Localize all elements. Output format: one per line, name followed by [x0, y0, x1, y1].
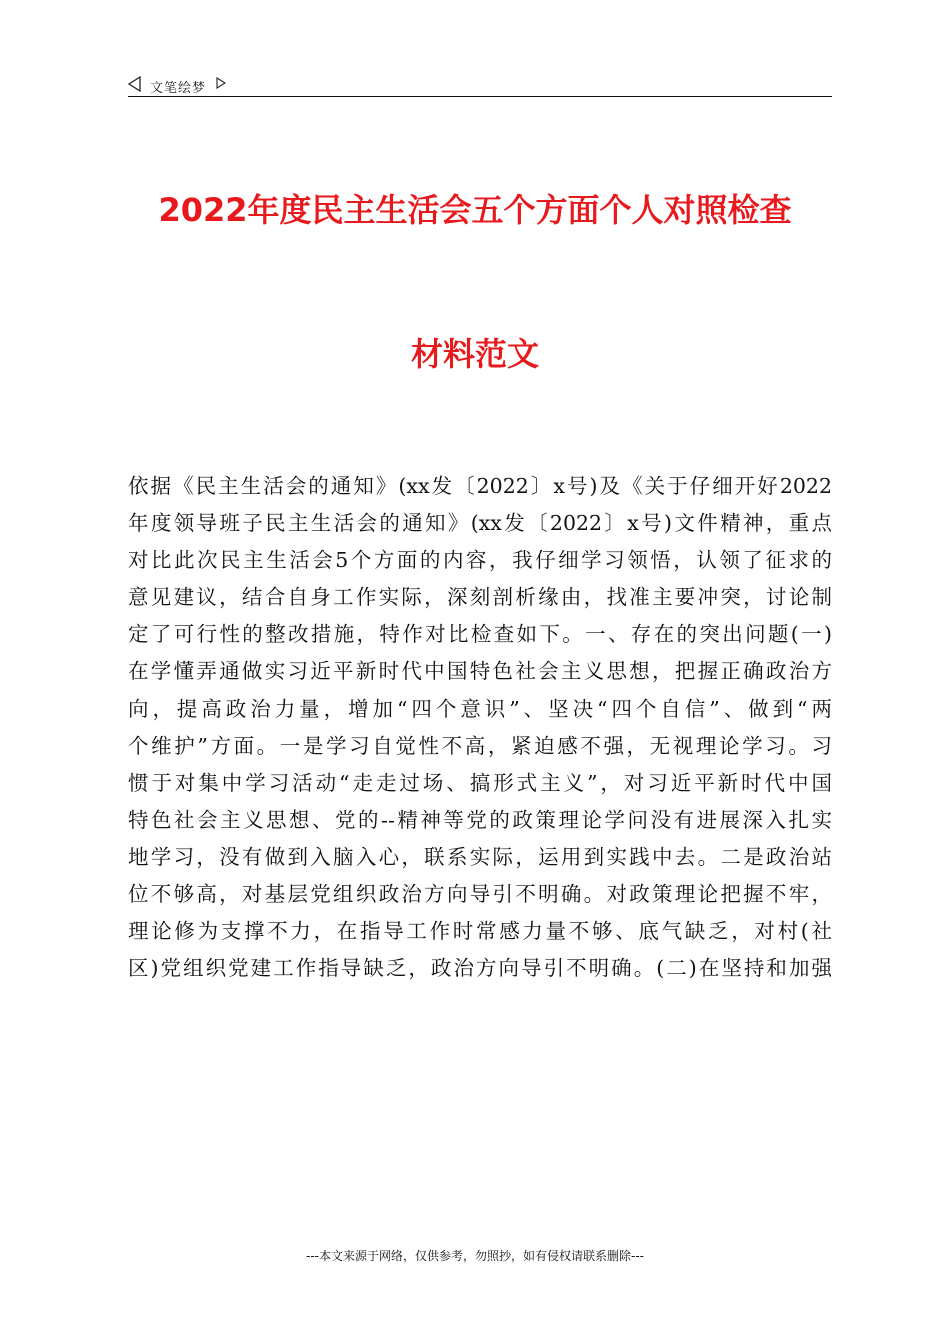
- header-brand: 文笔绘梦: [150, 81, 207, 96]
- page-header: [128, 74, 832, 98]
- triangle-right-outline-icon: [216, 77, 226, 89]
- body-line: 向，提高政治力量，增加“四个意识”、坚决“四个自信”、做到“两: [128, 696, 832, 721]
- body-line: 特色社会主义思想、党的--精神等党的政策理论学问没有进展深入扎实: [128, 807, 832, 832]
- body-line: 依据《民主生活会的通知》(xx发〔2022〕x号)及《关于仔细开好2022: [128, 474, 832, 498]
- document-title-line-1: 2022年度民主生活会五个方面个人对照检查: [158, 191, 792, 229]
- body-line: 年度领导班子民主生活会的通知》(xx发〔2022〕x号)文件精神，重点: [128, 511, 832, 536]
- body-line: 位不够高，对基层党组织政治方向导引不明确。对政策理论把握不牢，: [128, 882, 832, 907]
- body-line: 对比此次民主生活会5个方面的内容，我仔细学习领悟，认领了征求的: [128, 548, 832, 573]
- body-line: 区)党组织党建工作指导缺乏，政治方向导引不明确。(二)在坚持和加强: [128, 956, 832, 981]
- body-line: 个维护”方面。一是学习自觉性不高，紧迫感不强，无视理论学习。习: [128, 733, 832, 758]
- triangle-left-outline-icon: [128, 76, 142, 92]
- footer-notice: ---本文来源于网络，仅供参考，勿照抄，如有侵权请联系删除---: [306, 1249, 644, 1263]
- body-line: 地学习，没有做到入脑入心，联系实际，运用到实践中去。二是政治站: [128, 844, 832, 869]
- body-line: 定了可行性的整改措施，特作对比检查如下。一、存在的突出问题(一): [128, 622, 832, 647]
- document-title-line-2: 材料范文: [410, 335, 539, 373]
- body-line: 理论修为支撑不力，在指导工作时常感力量不够、底气缺乏，对村(社: [128, 919, 832, 944]
- body-line: 在学懂弄通做实习近平新时代中国特色社会主义思想，把握正确政治方: [128, 659, 832, 684]
- header-divider: [128, 96, 832, 97]
- body-line: 意见建议，结合自身工作实际，深刻剖析缘由，找准主要冲突，讨论制: [128, 585, 832, 610]
- document-body: [128, 468, 832, 987]
- body-line: 惯于对集中学习活动“走走过场、搞形式主义”，对习近平新时代中国: [128, 770, 832, 795]
